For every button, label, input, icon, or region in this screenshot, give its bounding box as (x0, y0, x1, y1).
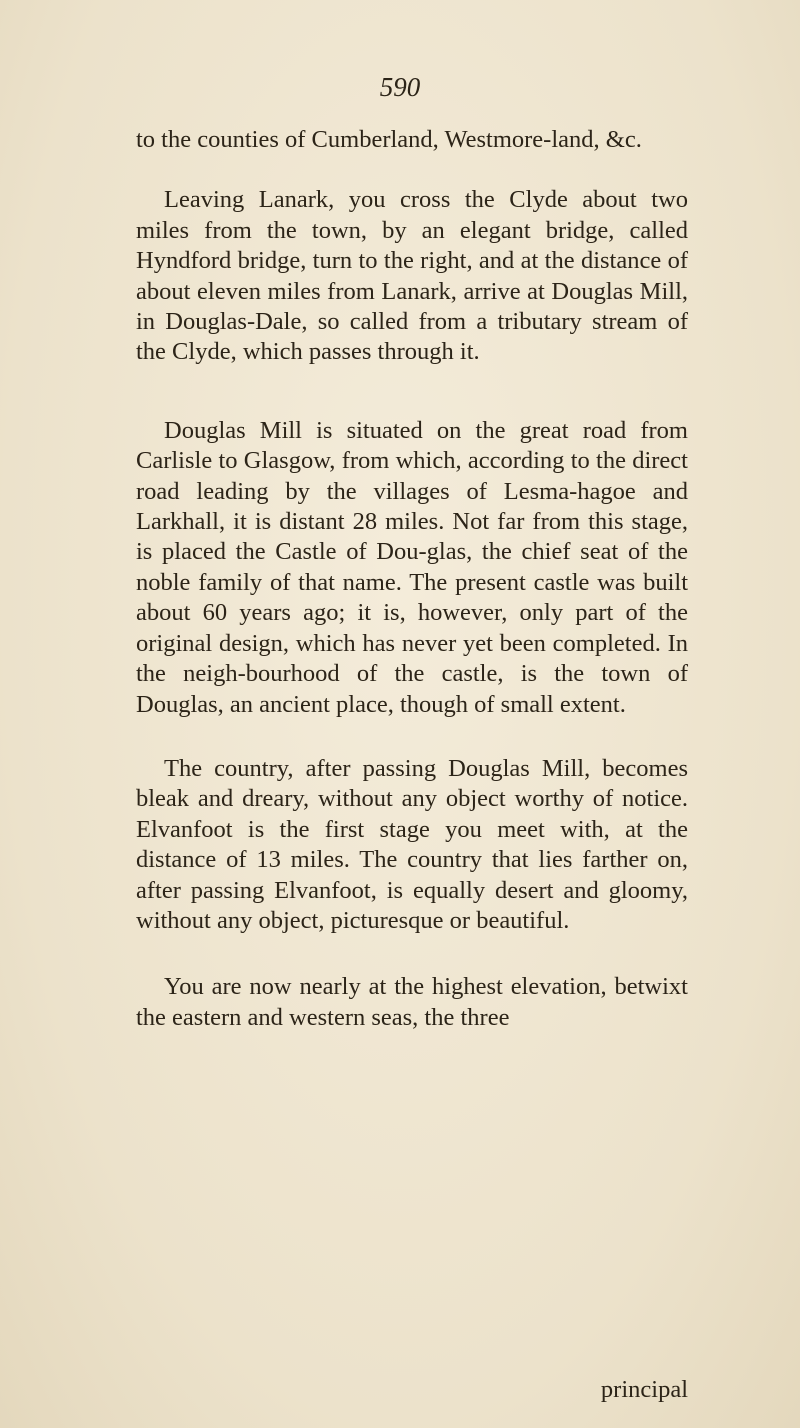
page-number: 590 (379, 72, 421, 102)
catchword: principal (600, 1376, 688, 1403)
paragraph-3: Douglas Mill is situated on the great road from Carlisle to Glasgow, from which, according to the direct road leading by the villages of Lesma-hagoe and Larkhall, it is distant 28 miles. Not far from this stage, is placed the Castle of Dou-glas, the chief seat of the noble family of that name. The present castle was built about 60 years ago; it is, however, only part of the original design, which has never yet been completed. In the neigh-bourhood of the castle, is the town of Douglas, an ancient place, though of small extent. (136, 416, 688, 718)
paragraph-2: Leaving Lanark, you cross the Clyde about two miles from the town, by an elegant bridge, called Hyndford bridge, turn to the right, and at the distance of about eleven miles from Lanark, arrive at Douglas Mill, in Douglas-Dale, so called from a tributary stream of the Clyde, which passes through it. (136, 186, 688, 366)
paragraph-4: The country, after passing Douglas Mill, becomes bleak and dreary, without any object worthy of notice. Elvanfoot is the first stage you meet with, at the distance of 13 miles. The country that lies farther on, after passing Elvanfoot, is equally desert and gloomy, without any object, picturesque or beautiful. (136, 754, 688, 934)
page-text (136, 125, 688, 1033)
paragraph-1: to the counties of Cumberland, Westmore-land, &c. (136, 126, 642, 153)
paragraph-5: You are now nearly at the highest elevation, betwixt the eastern and western seas, the three (136, 973, 688, 1031)
